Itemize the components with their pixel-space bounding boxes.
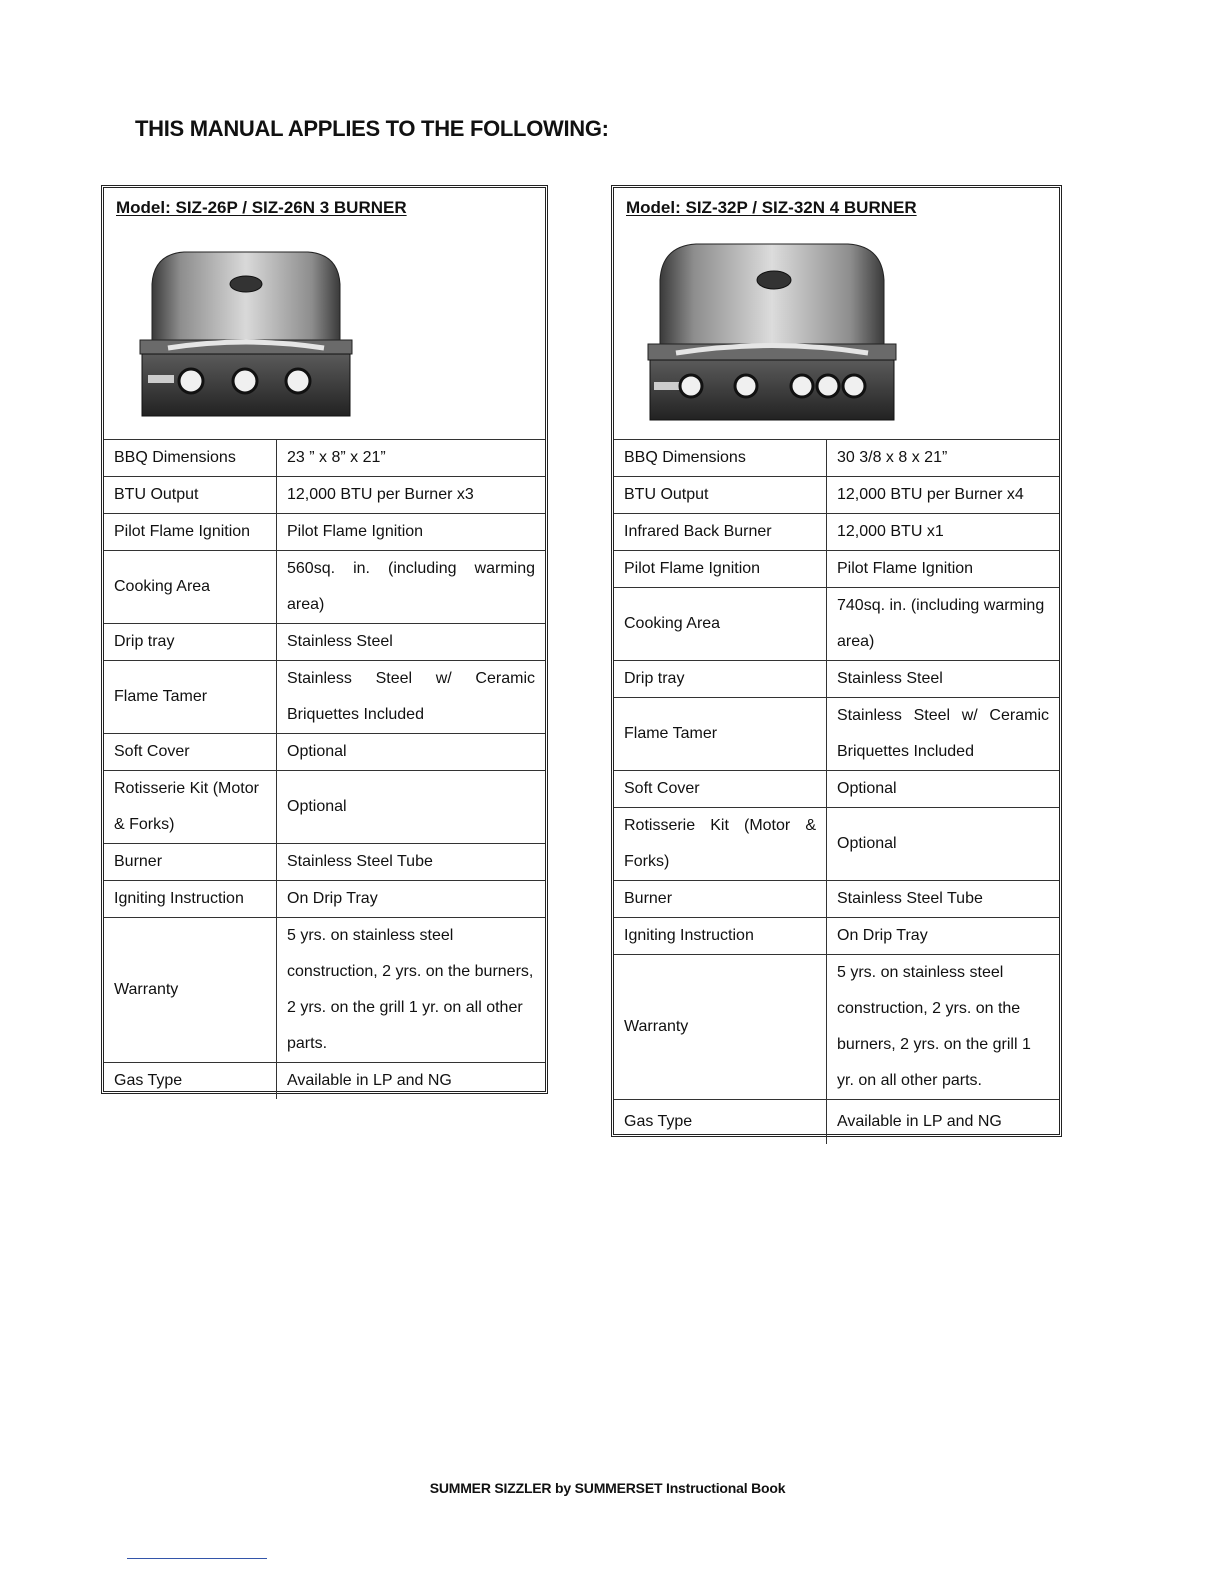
spec-row xyxy=(614,661,1059,698)
spec-value: Stainless Steel xyxy=(827,661,1060,698)
spec-value: Stainless Steel Tube xyxy=(827,881,1060,918)
spec-label: Drip tray xyxy=(614,661,827,698)
spec-label: Pilot Flame Ignition xyxy=(104,514,277,551)
spec-label: Infrared Back Burner xyxy=(614,514,827,551)
spec-label: BTU Output xyxy=(104,477,277,514)
spec-label: Warranty xyxy=(104,918,277,1063)
spec-value: Available in LP and NG xyxy=(827,1100,1060,1145)
spec-row xyxy=(104,918,545,1063)
spec-label: Flame Tamer xyxy=(614,698,827,771)
spec-value: Pilot Flame Ignition xyxy=(277,514,546,551)
model-header xyxy=(614,188,1059,440)
spec-row xyxy=(104,1063,545,1100)
spec-value: 12,000 BTU per Burner x4 xyxy=(827,477,1060,514)
model-spec-box-3-burner xyxy=(101,185,548,1094)
model-spec-box-4-burner xyxy=(611,185,1062,1137)
page-heading: THIS MANUAL APPLIES TO THE FOLLOWING: xyxy=(135,116,609,141)
spec-row xyxy=(104,661,545,734)
spec-label: Gas Type xyxy=(614,1100,827,1145)
spec-row xyxy=(614,881,1059,918)
spec-row xyxy=(614,808,1059,881)
spec-label: Burner xyxy=(614,881,827,918)
spec-table xyxy=(104,440,545,1099)
spec-label: Igniting Instruction xyxy=(104,881,277,918)
model-header xyxy=(104,188,545,440)
spec-label: Cooking Area xyxy=(104,551,277,624)
spec-row xyxy=(104,734,545,771)
spec-label: Igniting Instruction xyxy=(614,918,827,955)
spec-row xyxy=(104,844,545,881)
spec-row xyxy=(614,698,1059,771)
spec-row xyxy=(614,918,1059,955)
spec-row xyxy=(614,771,1059,808)
spec-value: On Drip Tray xyxy=(827,918,1060,955)
spec-value: 560sq. in. (including warming area) xyxy=(277,551,546,624)
spec-label: Flame Tamer xyxy=(104,661,277,734)
spec-label: Cooking Area xyxy=(614,588,827,661)
spec-value: On Drip Tray xyxy=(277,881,546,918)
spec-value: Stainless Steel xyxy=(277,624,546,661)
spec-row xyxy=(104,624,545,661)
spec-row xyxy=(104,771,545,844)
grill-3-burner-image xyxy=(138,248,354,418)
spec-value: Stainless Steel w/ Ceramic Briquettes Included xyxy=(277,661,546,734)
grill-4-burner-image xyxy=(646,240,898,422)
spec-label: Soft Cover xyxy=(104,734,277,771)
spec-value: Optional xyxy=(277,734,546,771)
spec-row xyxy=(614,514,1059,551)
spec-value: Stainless Steel Tube xyxy=(277,844,546,881)
spec-value: 23 ” x 8” x 21” xyxy=(287,449,386,466)
spec-value: 5 yrs. on stainless steel construction, 2 yrs. on the burners, 2 yrs. on the grill 1 yr. on all other parts. xyxy=(277,918,546,1063)
spec-row xyxy=(104,440,545,477)
model-title: Model: SIZ-32P / SIZ-32N 4 BURNER xyxy=(626,198,917,217)
spec-row xyxy=(614,477,1059,514)
spec-value: Optional xyxy=(827,808,1060,881)
spec-value: 12,000 BTU x1 xyxy=(827,514,1060,551)
spec-value: 740sq. in. (including warming area) xyxy=(827,588,1060,661)
spec-value: Optional xyxy=(827,771,1060,808)
spec-row xyxy=(104,881,545,918)
spec-label: BTU Output xyxy=(614,477,827,514)
footer-rule xyxy=(127,1558,267,1559)
spec-row xyxy=(614,551,1059,588)
spec-value: Stainless Steel w/ Ceramic Briquettes Included xyxy=(827,698,1060,771)
spec-label: Pilot Flame Ignition xyxy=(614,551,827,588)
spec-row xyxy=(614,440,1059,477)
spec-label: Rotisserie Kit (Motor & Forks) xyxy=(104,771,277,844)
spec-table xyxy=(614,440,1059,1144)
spec-label: Drip tray xyxy=(104,624,277,661)
spec-label: BBQ Dimensions xyxy=(614,440,827,477)
spec-row xyxy=(614,955,1059,1100)
model-title: Model: SIZ-26P / SIZ-26N 3 BURNER xyxy=(116,198,407,217)
spec-label: Burner xyxy=(104,844,277,881)
spec-row xyxy=(614,588,1059,661)
spec-label: Rotisserie Kit (Motor & Forks) xyxy=(614,808,827,881)
footer-text: SUMMER SIZZLER by SUMMERSET Instructional Book xyxy=(429,1480,786,1496)
spec-value: 5 yrs. on stainless steel construction, 2 yrs. on the burners, 2 yrs. on the grill 1 yr. on all other parts. xyxy=(827,955,1060,1100)
spec-row xyxy=(104,514,545,551)
spec-label: Gas Type xyxy=(104,1063,277,1100)
spec-value: Pilot Flame Ignition xyxy=(827,551,1060,588)
spec-label: BBQ Dimensions xyxy=(104,440,277,477)
spec-row xyxy=(614,1100,1059,1145)
spec-label: Soft Cover xyxy=(614,771,827,808)
spec-row xyxy=(104,551,545,624)
spec-value: Optional xyxy=(277,771,546,844)
spec-value: 12,000 BTU per Burner x3 xyxy=(277,477,546,514)
spec-value: Available in LP and NG xyxy=(277,1063,546,1100)
spec-value: 30 3/8 x 8 x 21” xyxy=(837,449,948,466)
spec-row xyxy=(104,477,545,514)
spec-label: Warranty xyxy=(614,955,827,1100)
